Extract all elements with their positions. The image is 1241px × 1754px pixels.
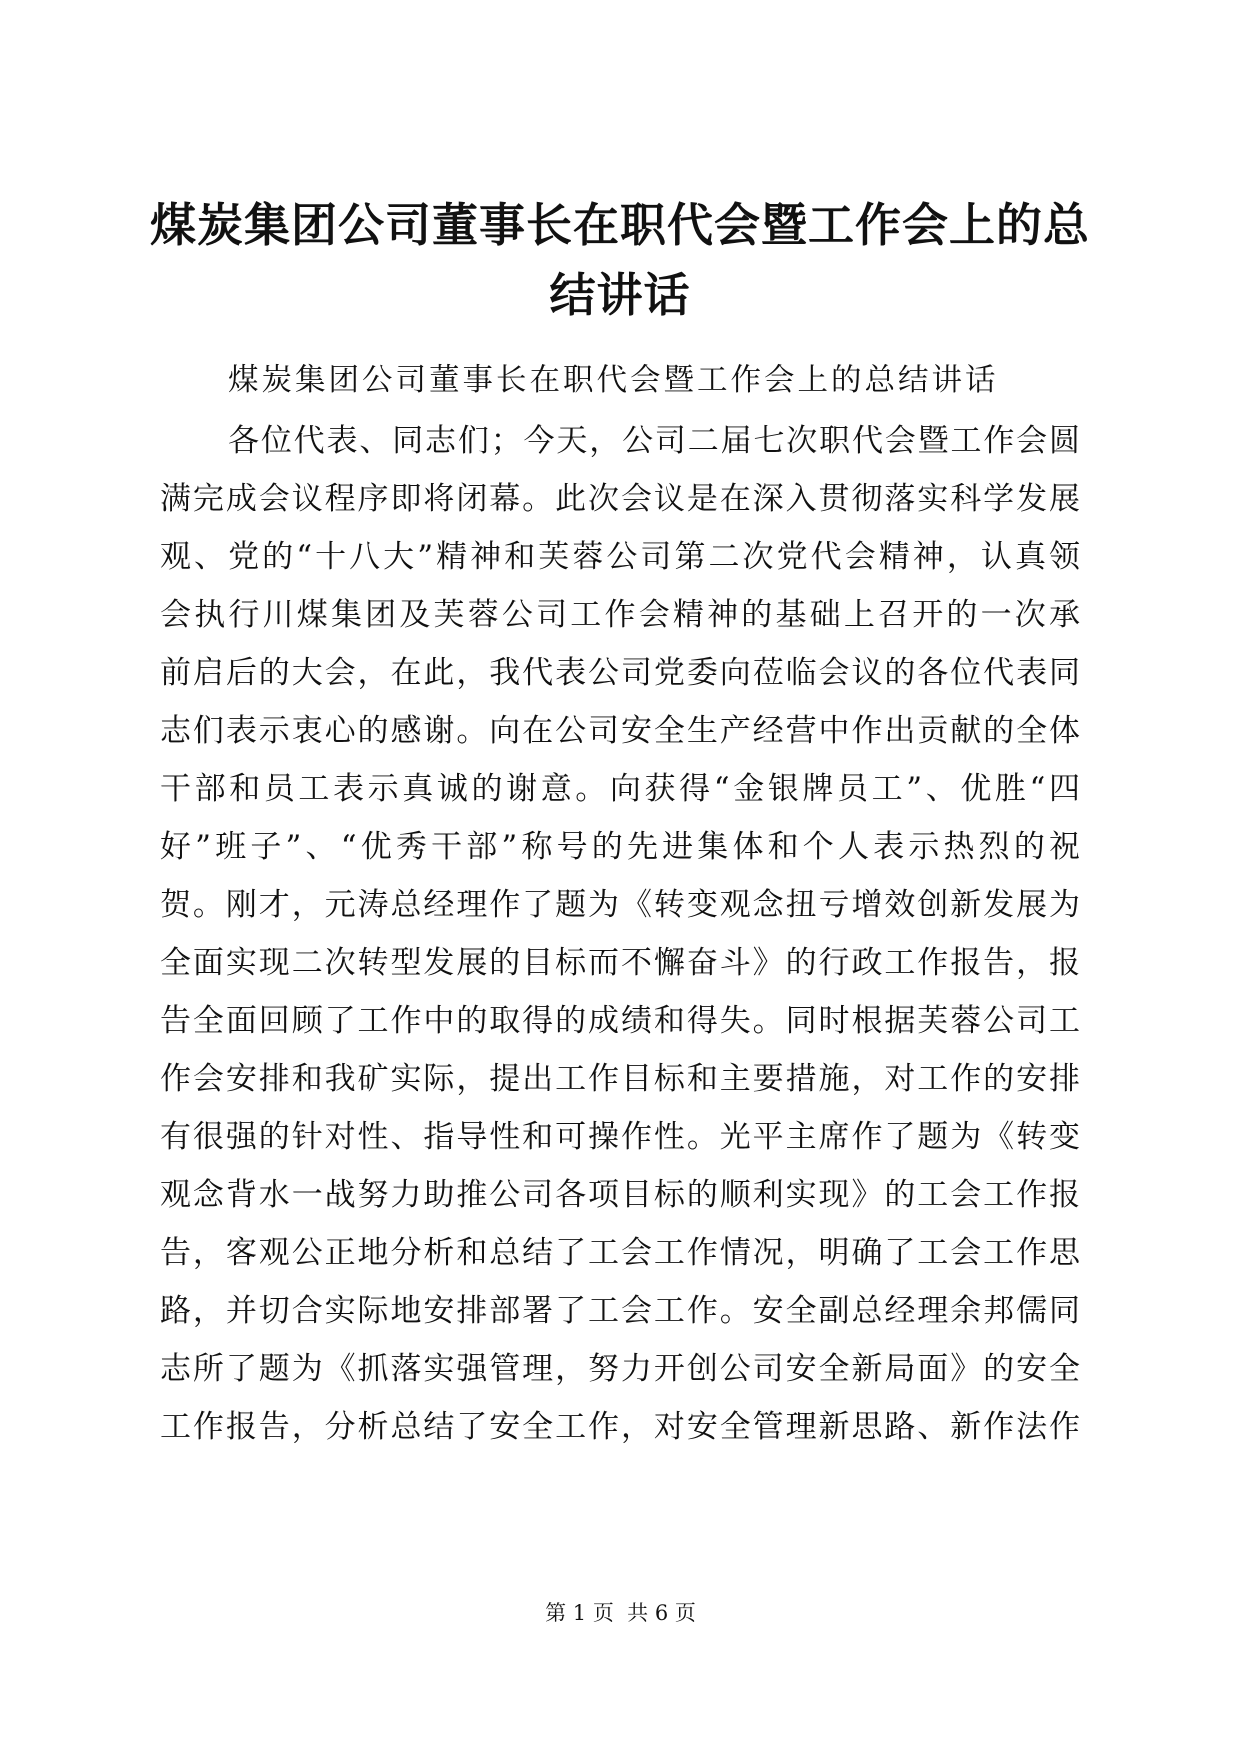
body-line: 满完成会议程序即将闭幕。此次会议是在深入贯彻落实科学发展 [160, 481, 1080, 517]
document-subtitle: 煤炭集团公司董事长在职代会暨工作会上的总结讲话 [228, 363, 999, 398]
body-line: 路，并切合实际地安排部署了工会工作。安全副总经理余邦儒同 [160, 1293, 1080, 1329]
body-line: 志所了题为《抓落实强管理，努力开创公司安全新局面》的安全 [160, 1351, 1080, 1387]
body-line: 贺。刚才，元涛总经理作了题为《转变观念扭亏增效创新发展为 [160, 887, 1080, 923]
document-title: 煤炭集团公司董事长在职代会暨工作会上的总结讲话 [150, 198, 1090, 322]
body-line: 作会安排和我矿实际，提出工作目标和主要措施，对工作的安排 [160, 1061, 1080, 1097]
body-line: 前启后的大会，在此，我代表公司党委向莅临会议的各位代表同 [160, 655, 1080, 691]
body-line: 志们表示衷心的感谢。向在公司安全生产经营中作出贡献的全体 [160, 713, 1080, 749]
body-line: 告，客观公正地分析和总结了工会工作情况，明确了工会工作思 [160, 1235, 1080, 1271]
body-line: 工作报告，分析总结了安全工作，对安全管理新思路、新作法作 [160, 1409, 1080, 1445]
body-paragraph [160, 412, 1080, 1536]
body-line: 会执行川煤集团及芙蓉公司工作会精神的基础上召开的一次承 [160, 597, 1080, 633]
page-number: 第 1 页 共 6 页 [545, 1601, 696, 1625]
body-line: 好”班子”、“优秀干部”称号的先进集体和个人表示热烈的祝 [160, 829, 1080, 865]
body-line: 各位代表、同志们；今天，公司二届七次职代会暨工作会圆 [228, 423, 1080, 459]
body-line: 告全面回顾了工作中的取得的成绩和得失。同时根据芙蓉公司工 [160, 1003, 1080, 1039]
page-footer [0, 1598, 1241, 1628]
body-line: 有很强的针对性、指导性和可操作性。光平主席作了题为《转变 [160, 1119, 1080, 1155]
body-line: 观、党的“十八大”精神和芙蓉公司第二次党代会精神，认真领 [160, 539, 1080, 575]
body-line: 干部和员工表示真诚的谢意。向获得“金银牌员工”、优胜“四 [160, 771, 1080, 807]
body-line: 观念背水一战努力助推公司各项目标的顺利实现》的工会工作报 [160, 1177, 1080, 1213]
body-line: 全面实现二次转型发展的目标而不懈奋斗》的行政工作报告，报 [160, 945, 1080, 981]
